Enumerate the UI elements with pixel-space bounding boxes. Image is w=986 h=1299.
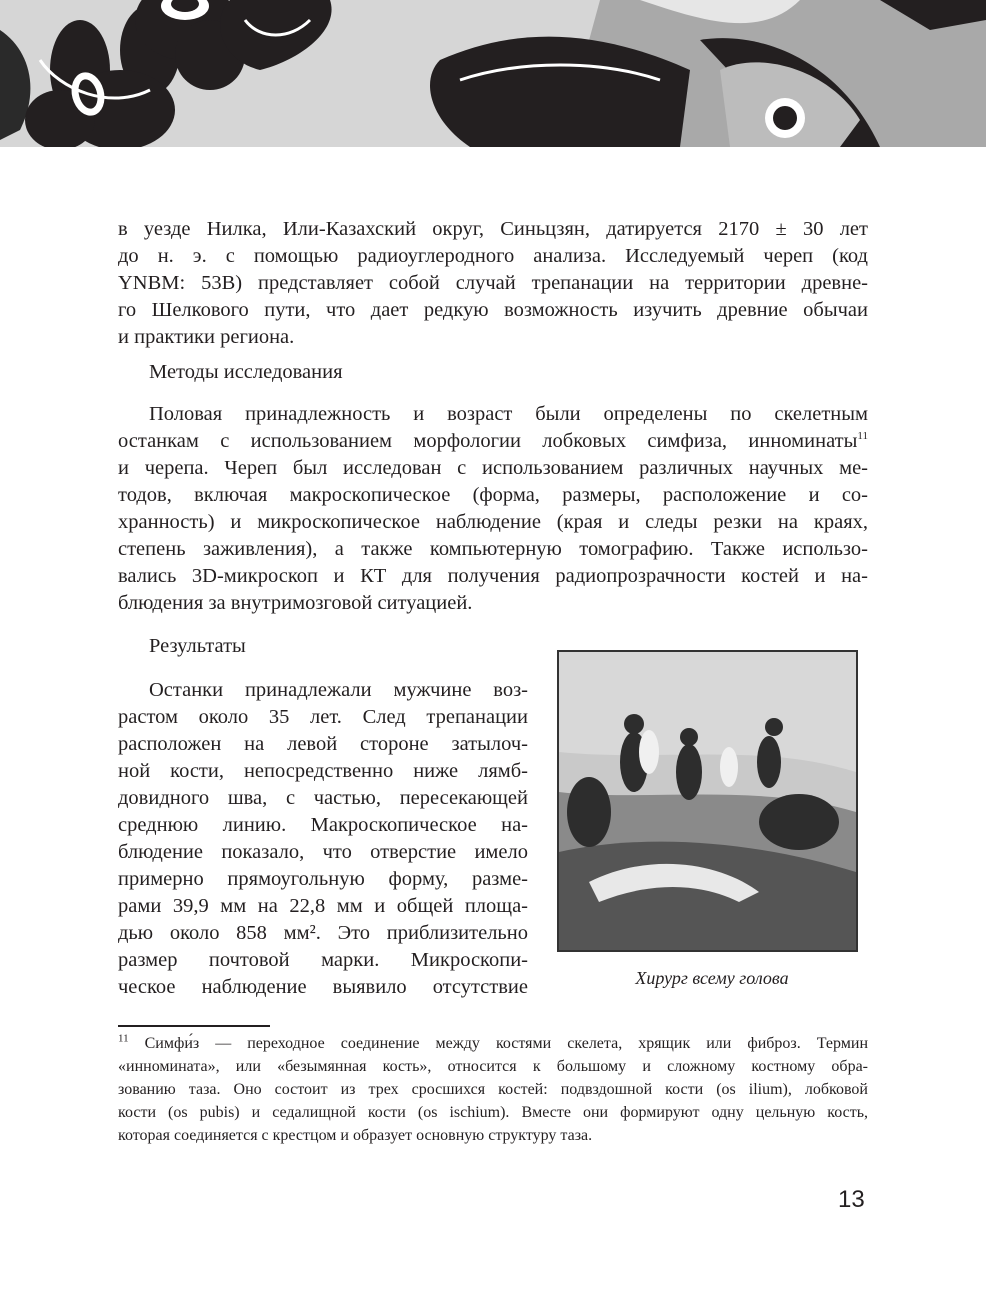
footnote-number: 11	[118, 1032, 129, 1045]
footnote-line: которая соединяется с крестцом и образует основную структуру таза.	[118, 1127, 593, 1144]
section-heading-methods: Методы исследования	[149, 361, 343, 383]
footnote-line: зованию таза. Оно состоит из трех сросшихся костей: подвздошной кости (os ilium), лобковой	[118, 1081, 868, 1098]
body-line: блюдение показало, что отверстие имело	[118, 841, 528, 863]
body-line: среднюю линию. Макроскопическое на-	[118, 814, 528, 836]
footnote-divider	[118, 1025, 270, 1027]
body-line: хранность) и микроскопическое наблюдение (края и следы резки на краях,	[118, 511, 868, 533]
illustration-drawing	[559, 652, 856, 950]
body-line: блюдения за внутримозговой ситуацией.	[118, 592, 473, 614]
body-line: размер почтовой марки. Микроскопи-	[118, 949, 528, 971]
body-line: Останки принадлежали мужчине воз-	[149, 679, 528, 701]
body-line-text: останкам с использованием морфологии лобковых симфиза, инноминаты	[118, 430, 858, 452]
body-line: растом около 35 лет. След трепанации	[118, 706, 528, 728]
body-line: го Шелкового пути, что дает редкую возможность изучить древние обычаи	[118, 299, 868, 321]
body-line: YNBM: 53B) представляет собой случай трепанации на территории древне-	[118, 272, 868, 294]
footnote-text: Симфи́з — переходное соединение между костями скелета, хрящик или фиброз. Термин	[144, 1035, 868, 1052]
body-line: дью около 858 мм². Это приблизительно	[118, 922, 528, 944]
footnote-reference[interactable]: 11	[857, 430, 868, 443]
body-line: и практики региона.	[118, 326, 295, 348]
body-line: ной кости, непосредственно ниже лямб-	[118, 760, 528, 782]
body-line: и черепа. Череп был исследован с использованием различных научных ме-	[118, 457, 868, 479]
body-line: ческое наблюдение выявило отсутствие	[118, 976, 528, 998]
body-line: тодов, включая макроскопическое (форма, размеры, расположение и со-	[118, 484, 868, 506]
illustration-surgeon	[557, 650, 858, 952]
body-line: расположен на левой стороне затылоч-	[118, 733, 528, 755]
body-line: рами 39,9 мм на 22,8 мм и общей площа-	[118, 895, 528, 917]
body-line: степень заживления), а также компьютерную томографию. Также использо-	[118, 538, 868, 560]
body-line	[118, 428, 868, 455]
body-line: Половая принадлежность и возраст были определены по скелетным	[149, 403, 868, 425]
figure-caption: Хирург всему голова	[635, 968, 789, 988]
page-number: 13	[838, 1186, 865, 1213]
floral-header-banner	[0, 0, 986, 147]
body-line: в уезде Нилка, Или-Казахский округ, Синьцзян, датируется 2170 ± 30 лет	[118, 218, 868, 240]
footnote-line	[118, 1032, 868, 1055]
section-heading-results: Результаты	[149, 635, 246, 657]
body-line: довидного шва, с частью, пересекающей	[118, 787, 528, 809]
body-line: до н. э. с помощью радиоуглеродного анализа. Исследуемый череп (код	[118, 245, 868, 267]
body-line: примерно прямоугольную форму, разме-	[118, 868, 528, 890]
floral-ornament-image	[0, 0, 986, 147]
footnote-line: «инномината», или «безымянная кость», относится к большому и сложному костному обра-	[118, 1058, 868, 1075]
body-line: вались 3D-микроскоп и КТ для получения радиопрозрачности костей и на-	[118, 565, 868, 587]
footnote-line: кости (os pubis) и седалищной кости (os ischium). Вместе они формируют одну цельную кость,	[118, 1104, 868, 1121]
